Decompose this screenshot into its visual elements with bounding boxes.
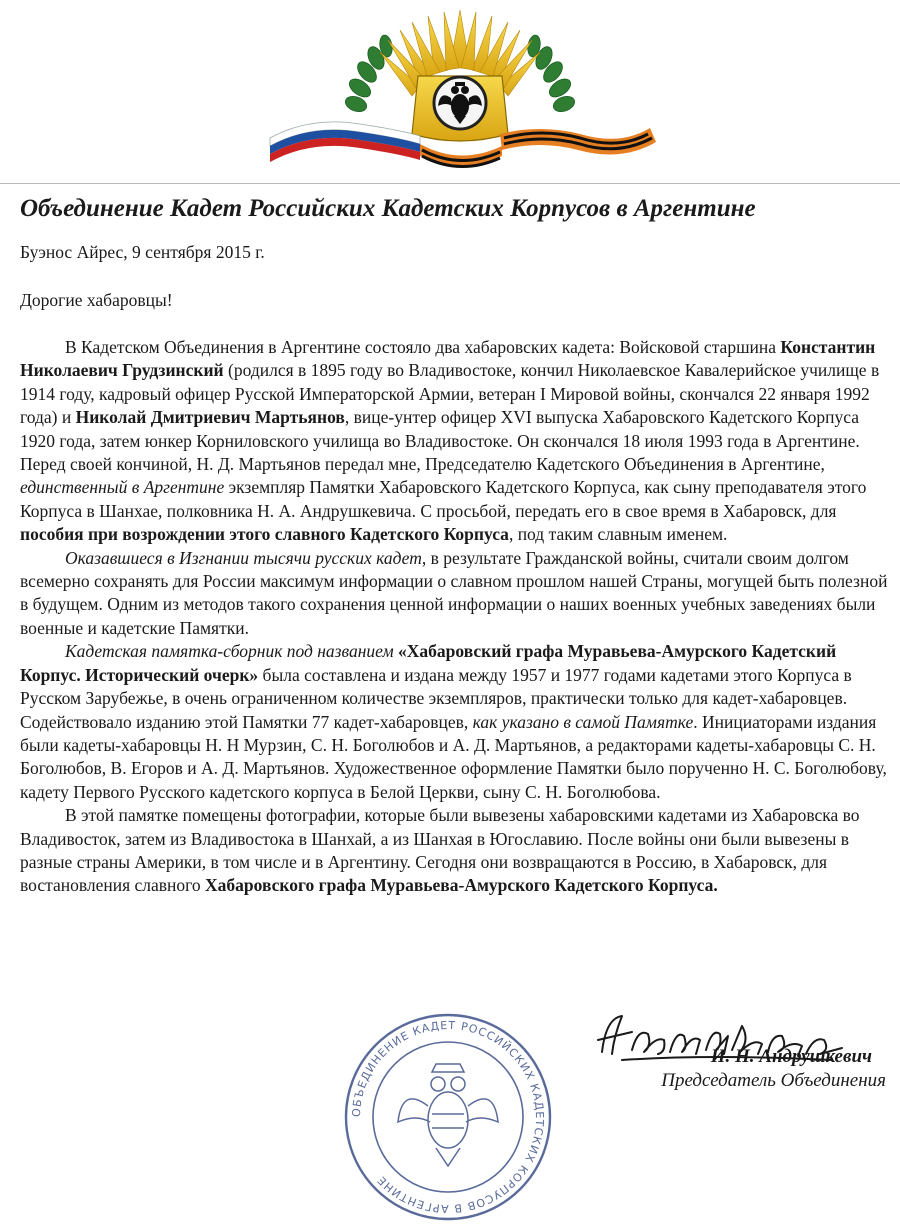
place-date: Буэнос Айрес, 9 сентября 2015 г. (20, 242, 265, 262)
paragraph-3: Кадетская памятка-сборник под названием «Хабаровский графа Муравьева-Амурского Кадетский Корпус. Исторический очерк» была составлена и издана между 1957 и 1977 годами кадетами этого Корпуса в Русском Зарубежье, в очень ограниченном количестве экземпляров, практически только для кадет-хабаровцев. Содействовало изданию этой Памятки 77 кадет-хабаровцев, как указано в самой Памятке. Инициаторами издания были кадеты-хабаровцы Н. Н Мурзин, С. Н. Боголюбов и А. Д. Мартьянов, а редакторами кадеты-хабаровцы С. Н. Боголюбов, В. Егоров и А. Д. Мартьянов. Художественное оформление Памятки было порученно Н. С. Боголюбову, кадету Первого Русского кадетского корпуса в Белой Церкви, сыну С. Н. Боголюбова. (20, 641, 887, 802)
book-title: «Хабаровский графа Муравьева-Амурского Кадетский Корпус. Исторический очерк» (20, 641, 837, 685)
paragraph-4: В этой памятке помещены фотографии, которые были вывезены хабаровскими кадетами из Хабаровска во Владивосток, затем из Владивостока в Шанхай, а из Шанхая в Югославию. После войны они были вывезены в разные страны Америки, в том числе и в Аргентину. Сегодня они возвращаются в Россию, в Хабаровск, для востановления славного Хабаровского графа Муравьева-Амурского Кадетского Корпуса. (20, 805, 860, 896)
salutation: Дорогие хабаровцы! (20, 290, 173, 310)
cadet-emblem-logo (250, 6, 670, 182)
name-grudzinsky: Константин Николаевич Грудзинский (20, 337, 876, 381)
organization-seal (336, 1010, 560, 1224)
letter-body (20, 336, 888, 898)
header-divider (0, 183, 900, 184)
signatory-name: И. Н. Андрушкевич (710, 1046, 872, 1067)
paragraph-2: Оказавшиеся в Изгнании тысячи русских кадет, в результате Гражданской войны, считали своим долгом всемерно сохранять для России максимум информации о славном прошлом нашей Страны, могущей быть полезной в будущем. Одним из методов такого сохранения ценной информации о наших военных учебных заведениях были военные и кадетские Памятки. (20, 547, 888, 638)
paragraph-1: В Кадетском Объединения в Аргентине состояло два хабаровских кадета: Войсковой старшина Константин Николаевич Грудзинский (родился в 1895 году во Владивостоке, кончил Николаевское Кавалерийское училище в 1914 году, кадровый офицер Русской Императорской Армии, ветеран I Мировой войны, скончался 22 января 1992 года) и Николай Дмитриевич Мартьянов, вице-унтер офицер XVI выпуска Хабаровского Кадетского Корпуса 1920 года, затем юнкер Корниловского училища во Владивостоке. Он скончался 18 июля 1993 года в Аргентине. Перед своей кончиной, Н. Д. Мартьянов передал мне, Председателю Кадетского Объединения в Аргентине, единственный в Аргентине экземпляр Памятки Хабаровского Кадетского Корпуса, как сыну преподавателя этого Корпуса в Шанхае, полковника Н. А. Андрушкевича. С просьбой, передать его в свое время в Хабаровск, для пособия при возрождении этого славного Кадетского Корпуса, под таким славным именем. (20, 337, 880, 545)
svg-text:ОБЪЕДИНЕНИЕ КАДЕТ РОССИЙСКИХ К: ОБЪЕДИНЕНИЕ КАДЕТ РОССИЙСКИХ КАДЕТСКИХ КОРПУСОВ В АРГЕНТИНЕ (349, 1018, 547, 1216)
laurel-right (526, 34, 577, 114)
name-martyanov: Николай Дмитриевич Мартьянов (75, 407, 345, 428)
organization-title: Объединение Кадет Российских Кадетских Корпусов в Аргентине (20, 195, 756, 222)
seal-eagle-icon (398, 1064, 498, 1166)
tricolor-ribbon (270, 122, 420, 162)
signatory-role: Председатель Объединения (661, 1070, 886, 1091)
laurel-left (343, 34, 394, 114)
